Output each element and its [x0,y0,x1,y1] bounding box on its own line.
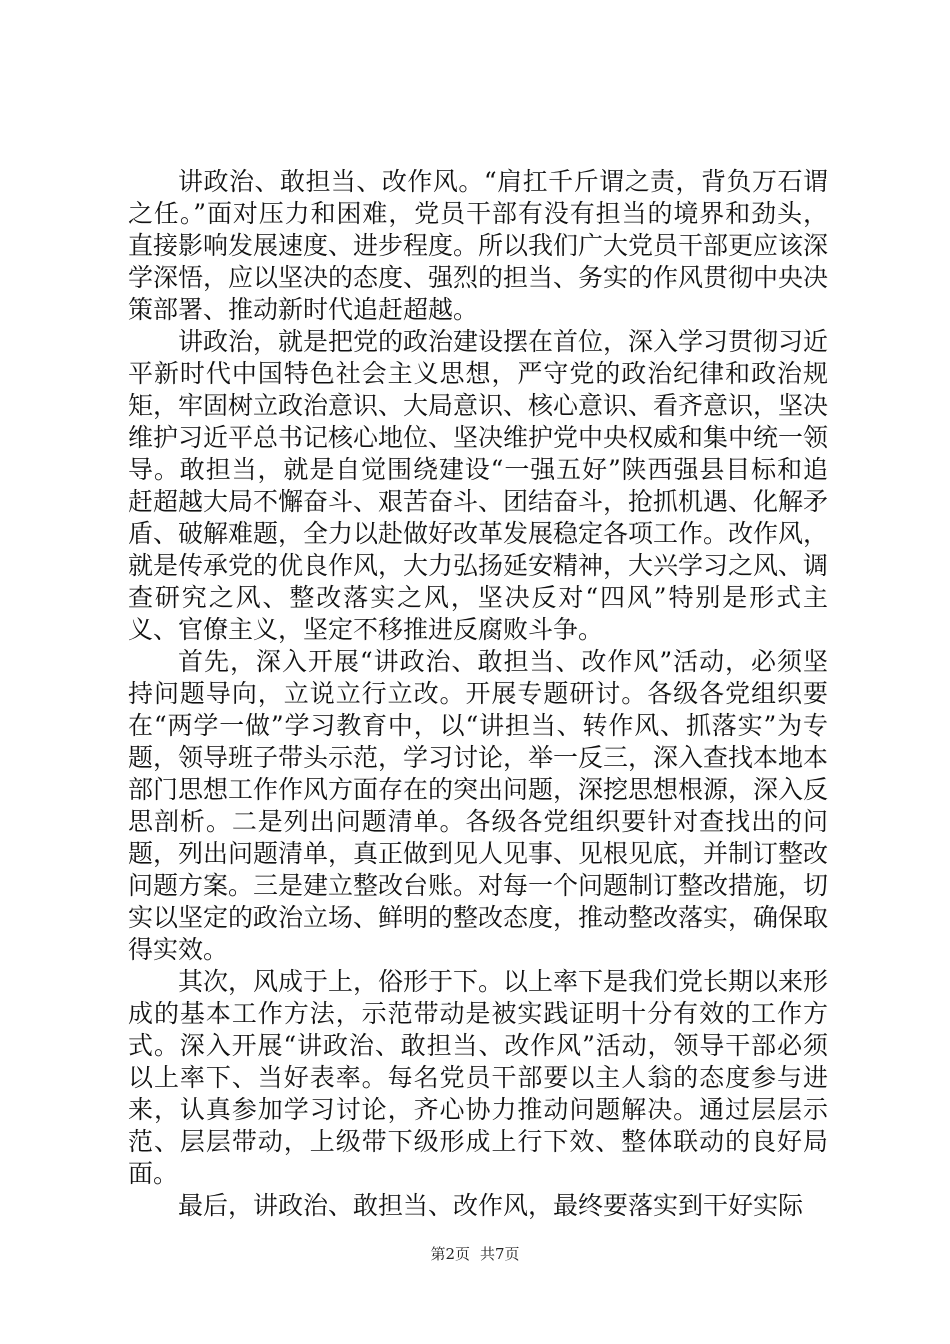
document-body [128,166,828,1222]
page-footer [0,1244,950,1264]
paragraph-4: 其次，风成于上，俗形于下。以上率下是我们党长期以来形成的基本工作方法，示范带动是被实践证明十分有效的工作方式。深入开展“讲政治、敢担当、改作风”活动，领导干部必须以上率下、当好表率。每名党员干部要以主人翁的态度参与进来，认真参加学习讨论，齐心协力推动问题解决。通过层层示范、层层带动，上级带下级形成上行下效、整体联动的良好局面。 [128,967,829,1188]
page-total: 共7页 [480,1245,520,1263]
page-number: 第2页 [430,1245,470,1263]
paragraph-2: 讲政治，就是把党的政治建设摆在首位，深入学习贯彻习近平新时代中国特色社会主义思想，严守党的政治纪律和政治规矩，牢固树立政治意识、大局意识、核心意识、看齐意识，坚决维护习近平总书记核心地位、坚决维护党中央权威和集中统一领导。敢担当，就是自觉围绕建设“一强五好”陕西强县目标和追赶超越大局不懈奋斗、艰苦奋斗、团结奋斗，抢抓机遇、化解矛盾、破解难题，全力以赴做好改革发展稳定各项工作。改作风，就是传承党的优良作风，大力弘扬延安精神，大兴学习之风、调查研究之风、整改落实之风，坚决反对“四风”特别是形式主义、官僚主义，坚定不移推进反腐败斗争。 [128,327,829,644]
paragraph-5: 最后，讲政治、敢担当、改作风，最终要落实到干好实际 [178,1191,804,1220]
paragraph-1: 讲政治、敢担当、改作风。“肩扛千斤谓之责，背负万石谓之任。”面对压力和困难，党员干部有没有担当的境界和劲头，直接影响发展速度、进步程度。所以我们广大党员干部更应该深学深悟，应以坚决的态度、强烈的担当、务实的作风贯彻中央决策部署、推动新时代追赶超越。 [128,167,829,324]
paragraph-3: 首先，深入开展“讲政治、敢担当、改作风”活动，必须坚持问题导向，立说立行立改。开展专题研讨。各级各党组织要在“两学一做”学习教育中，以“讲担当、转作风、抓落实”为专题，领导班子带头示范，学习讨论，举一反三，深入查找本地本部门思想工作作风方面存在的突出问题，深挖思想根源，深入反思剖析。二是列出问题清单。各级各党组织要针对查找出的问题，列出问题清单，真正做到见人见事、见根见底，并制订整改问题方案。三是建立整改台账。对每一个问题制订整改措施，切实以坚定的政治立场、鲜明的整改态度，推动整改落实，确保取得实效。 [128,647,829,964]
